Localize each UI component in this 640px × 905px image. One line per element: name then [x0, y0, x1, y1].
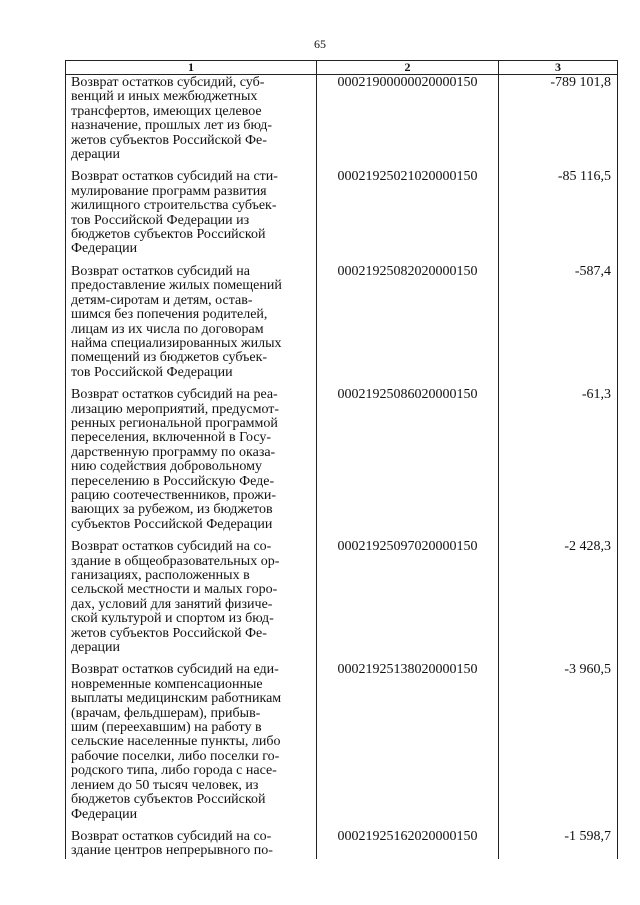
budget-code: 00021925021020000150 — [317, 162, 499, 256]
row-description — [66, 822, 317, 859]
description-line: бюджетов субъектов Российской — [71, 227, 266, 243]
row-description — [66, 257, 317, 380]
page-number: 65 — [314, 37, 326, 51]
amount-value: -61,3 — [499, 380, 618, 532]
description-line: венций и иных межбюджетных — [71, 89, 258, 105]
description-line: жетов субъектов Российской Фе- — [71, 132, 267, 148]
table-row — [66, 162, 618, 256]
table-row — [66, 532, 618, 655]
description-line: дарственную программу по оказа- — [71, 444, 276, 460]
description-line: здание центров непрерывного по- — [71, 843, 273, 859]
amount-value: -789 101,8 — [499, 75, 618, 163]
description-line: назначение, прошлых лет из бюд- — [71, 118, 272, 134]
description-line: тов Российской Федерации — [71, 364, 233, 380]
description-line: лицам из их числа по договорам — [71, 321, 264, 337]
table-row — [66, 257, 618, 380]
row-description — [66, 162, 317, 256]
column-header-2: 2 — [317, 61, 499, 75]
description-line: Возврат остатков субсидий на реа- — [71, 387, 278, 403]
description-line: переселения, включенной в Госу- — [71, 430, 272, 446]
column-header-1: 1 — [66, 61, 317, 75]
description-line: рацию соотечественников, прожи- — [71, 487, 276, 503]
amount-value: -587,4 — [499, 257, 618, 380]
budget-code: 00021925086020000150 — [317, 380, 499, 532]
description-line: вающих за рубежом, из бюджетов — [71, 502, 273, 518]
amount-value: -85 116,5 — [499, 162, 618, 256]
description-line: дах, условий для занятий физиче- — [71, 596, 273, 612]
description-line: Возврат остатков субсидий на сти- — [71, 169, 278, 185]
description-line: шим (переехавшим) на работу в — [71, 720, 262, 736]
description-line: родского типа, либо города с насе- — [71, 763, 277, 779]
description-line: жилищного строительства субъек- — [71, 198, 277, 214]
description-line: здание в общеобразовательных ор- — [71, 553, 280, 569]
description-line: ганизациях, расположенных в — [71, 568, 250, 583]
description-line: дерации — [71, 147, 121, 163]
description-line: Возврат остатков субсидий на — [71, 263, 250, 279]
budget-code: 00021925082020000150 — [317, 257, 499, 380]
description-line: рабочие поселки, либо поселки го- — [71, 748, 280, 764]
budget-code: 00021925138020000150 — [317, 655, 499, 821]
budget-code: 00021900000020000150 — [317, 75, 499, 163]
description-line: Федерации — [71, 241, 138, 257]
description-line: дерации — [71, 640, 121, 656]
description-line: тов Российской Федерации из — [71, 212, 250, 228]
row-description — [66, 655, 317, 821]
description-line: детям-сиротам и детям, остав- — [71, 292, 253, 308]
description-line: нию содействия добровольному — [71, 459, 262, 475]
description-line: новременные компенсационные — [71, 676, 263, 692]
description-line: ской культурой и спортом из бюд- — [71, 611, 274, 627]
budget-table — [65, 60, 618, 859]
description-line: лением до 50 тысяч человек, из — [71, 777, 259, 793]
description-line: шимся без попечения родителей, — [71, 307, 268, 323]
budget-code: 00021925162020000150 — [317, 822, 499, 859]
description-line: Федерации — [71, 806, 138, 822]
description-line: помещений из бюджетов субъек- — [71, 350, 268, 366]
description-line: Возврат остатков субсидий на еди- — [71, 662, 279, 678]
description-line: выплаты медицинским работникам — [71, 691, 282, 707]
budget-code: 00021925097020000150 — [317, 532, 499, 655]
description-line: найма специализированных жилых — [71, 335, 282, 351]
description-line: трансфертов, имеющих целевое — [71, 103, 262, 119]
table-row — [66, 822, 618, 859]
column-header-3: 3 — [499, 61, 618, 75]
description-line: Возврат остатков субсидий на со- — [71, 828, 272, 844]
description-line: переселению в Российскую Феде- — [71, 473, 275, 489]
amount-value: -1 598,7 — [499, 822, 618, 859]
description-line: бюджетов субъектов Российской — [71, 792, 266, 808]
amount-value: -2 428,3 — [499, 532, 618, 655]
row-description — [66, 380, 317, 532]
row-description — [66, 75, 317, 163]
description-line: Возврат остатков субсидий на со- — [71, 539, 272, 555]
description-line: предоставление жилых помещений — [71, 278, 282, 294]
row-description — [66, 532, 317, 655]
table-row — [66, 655, 618, 821]
description-line: мулирование программ развития — [71, 183, 267, 199]
description-line: лизацию мероприятий, предусмот- — [71, 401, 280, 417]
table-row — [66, 380, 618, 532]
table-header-row — [66, 61, 618, 75]
description-line: сельские населенные пункты, либо — [71, 734, 281, 750]
amount-value: -3 960,5 — [499, 655, 618, 821]
description-line: жетов субъектов Российской Фе- — [71, 625, 267, 641]
description-line: Возврат остатков субсидий, суб- — [71, 75, 265, 90]
description-line: (врачам, фельдшерам), прибыв- — [71, 705, 261, 721]
description-line: субъектов Российской Федерации — [71, 516, 273, 532]
table-row — [66, 75, 618, 163]
description-line: сельской местности и малых горо- — [71, 582, 278, 598]
description-line: ренных региональной программой — [71, 415, 278, 431]
